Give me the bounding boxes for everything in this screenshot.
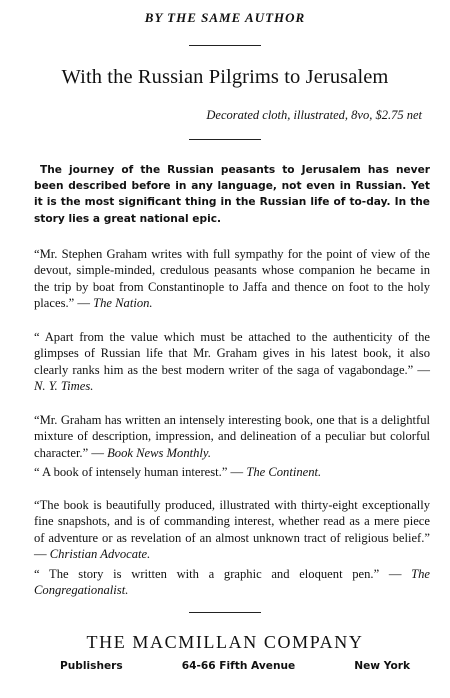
review-text: “ A book of intensely human interest.” — — [34, 465, 247, 479]
review-source: Book News Monthly. — [107, 445, 211, 460]
divider-rule — [189, 139, 261, 140]
review-source: Christian Advocate. — [49, 547, 151, 562]
review-quote — [34, 464, 430, 480]
review-source: The Nation. — [93, 296, 153, 311]
publisher-address: 64-66 Fifth Avenue — [181, 660, 296, 672]
review-quote — [34, 246, 430, 312]
book-description: The journey of the Russian peasants to Jerusalem has never been described before in any language, not even in Russian. Yet it is the most significant thing in the Russian life of to-day. In the story lies a great national epic. — [34, 164, 430, 225]
review-text: “Mr. Stephen Graham writes with full sympathy for the point of view of the devout, simple-minded, credulous peasants whose companion he became in the trip by boat from Constantinople to Jaffa and thence on foot to the holy places.” — — [34, 247, 430, 311]
review-text: “ Apart from the value which must be attached to the authenticity of the glimpses of Russian life that Mr. Graham gives in his latest book, it also clearly ranks him as the best modern writer of the saga of vagabondage.” — — [34, 330, 430, 377]
book-title: With the Russian Pilgrims to Jerusalem — [61, 66, 389, 88]
review-text: “Mr. Graham has written an intensely interesting book, one that is a delightful mixture of description, impression, and delineation of a peculiar but colorful character.” — — [34, 413, 430, 460]
review-text: “ The story is written with a graphic and eloquent pen.” — — [34, 567, 412, 581]
review-source: The Continent. — [246, 465, 322, 479]
book-details: Decorated cloth, illustrated, 8vo, $2.75 net — [206, 108, 422, 122]
by-author-heading: BY THE SAME AUTHOR — [144, 10, 306, 25]
review-quote — [34, 329, 430, 395]
publisher-address-line — [60, 660, 410, 672]
publisher-city: New York — [354, 660, 410, 672]
review-quote — [34, 497, 430, 563]
review-quote — [34, 412, 430, 461]
divider-rule — [189, 45, 261, 46]
divider-rule — [189, 612, 261, 613]
review-source: The Congregationalist. — [34, 567, 430, 598]
review-text: “The book is beautifully produced, illustrated with thirty-eight exceptionally fine snapshots, and is of commanding interest, whether read as a mere piece of adventure or as revelation of an almost unknown tract of religious belief.” — — [34, 498, 430, 562]
publisher-name: THE MACMILLAN COMPANY — [86, 632, 364, 652]
publisher-role: Publishers — [60, 660, 123, 672]
review-quote — [34, 566, 430, 599]
review-source: N. Y. Times. — [34, 379, 94, 394]
